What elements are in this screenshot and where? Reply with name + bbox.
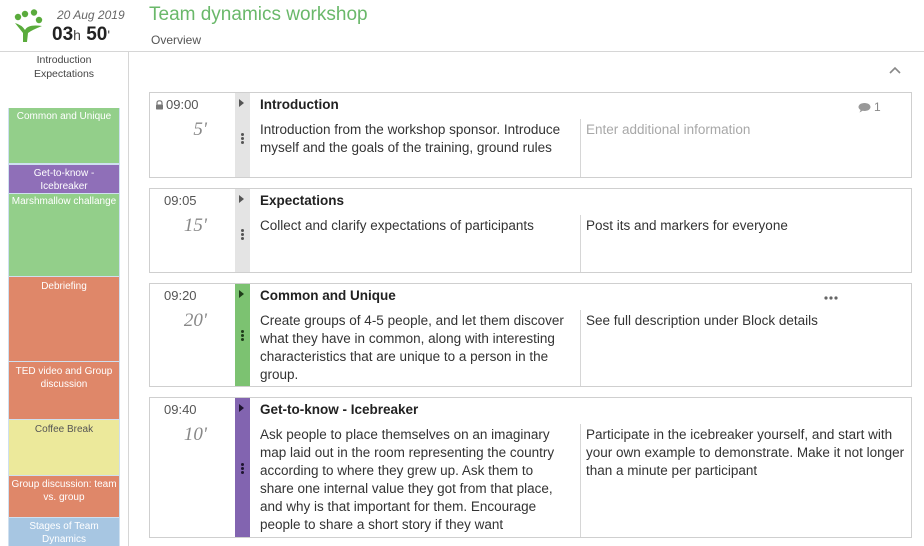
app-logo-icon[interactable] — [12, 9, 44, 43]
comments-button[interactable] — [858, 100, 881, 114]
card-color-bar — [235, 398, 250, 537]
expand-arrow-icon[interactable] — [239, 290, 244, 298]
total-duration — [52, 24, 110, 46]
card-title[interactable]: Expectations — [260, 193, 345, 208]
sidebar-block-group-discussion[interactable] — [9, 476, 119, 517]
card-color-bar — [235, 284, 250, 386]
expand-arrow-icon[interactable] — [239, 195, 244, 203]
agenda-card-icebreaker[interactable] — [149, 397, 912, 538]
agenda-card-introduction[interactable] — [149, 92, 912, 178]
card-color-bar — [235, 189, 250, 272]
expand-arrow-icon[interactable] — [239, 404, 244, 412]
sidebar-block-common-and-unique[interactable] — [9, 108, 119, 163]
workshop-title[interactable]: Team dynamics workshop — [149, 4, 368, 25]
sidebar-block-debriefing[interactable] — [9, 277, 119, 361]
card-duration[interactable]: 5' — [193, 119, 207, 140]
comment-count: 1 — [874, 100, 881, 114]
card-start-time: 09:20 — [164, 288, 197, 303]
agenda-card-common-and-unique[interactable] — [149, 283, 912, 387]
agenda-card-expectations[interactable] — [149, 188, 912, 273]
drag-handle-icon[interactable] — [241, 330, 244, 342]
duration-minutes-unit: ' — [107, 27, 111, 43]
sidebar-block-label: Common and Unique — [16, 111, 112, 122]
column-divider — [580, 424, 581, 537]
more-options-icon[interactable] — [824, 296, 838, 300]
chevron-up-icon[interactable] — [888, 64, 902, 76]
sidebar-block-label: Coffee Break — [34, 424, 94, 435]
card-duration[interactable]: 15' — [183, 215, 207, 236]
card-start-time-value: 09:00 — [166, 97, 199, 112]
expand-arrow-icon[interactable] — [239, 99, 244, 107]
card-color-bar — [235, 93, 250, 177]
additional-info-field[interactable]: Enter additional information — [586, 122, 751, 137]
sidebar-block-marshmallow[interactable] — [9, 194, 119, 276]
card-start-time: 09:05 — [164, 193, 197, 208]
drag-handle-icon[interactable] — [241, 229, 244, 241]
sidebar-block-label: TED video and Group discussion — [15, 366, 113, 390]
duration-hours: 03 — [52, 24, 74, 45]
card-start-time: 09:40 — [164, 402, 197, 417]
tab-overview[interactable]: Overview — [151, 33, 202, 47]
card-title[interactable]: Introduction — [260, 97, 339, 112]
comment-icon — [858, 102, 871, 113]
sidebar-block-label: Group discussion: team vs. group — [11, 479, 117, 503]
drag-handle-icon[interactable] — [241, 463, 244, 475]
card-duration[interactable]: 10' — [183, 424, 207, 445]
duration-minutes: 50 — [86, 24, 108, 45]
sidebar-header-item: Expectations — [33, 68, 95, 80]
sidebar-timeline — [0, 52, 129, 546]
column-divider — [580, 310, 581, 386]
agenda-main — [130, 52, 924, 546]
card-duration[interactable]: 20' — [183, 310, 207, 331]
sidebar-block-label: Get-to-know - Icebreaker — [33, 168, 95, 192]
column-divider — [580, 215, 581, 272]
card-title[interactable]: Get-to-know - Icebreaker — [260, 402, 419, 417]
header — [0, 0, 924, 52]
sidebar-block-coffee-break[interactable] — [9, 420, 119, 475]
sidebar-block-label: Marshmallow challange — [11, 196, 117, 207]
sidebar-block-icebreaker[interactable] — [9, 165, 119, 193]
drag-handle-icon[interactable] — [241, 133, 244, 145]
card-description[interactable]: Introduction from the workshop sponsor. Introduce myself and the goals of the training, ground rules — [260, 122, 561, 155]
column-divider — [580, 119, 581, 177]
additional-info-field[interactable]: Participate in the icebreaker yourself, and start with your own example to demonstrate. Make it not longer than a minute per participant — [586, 427, 905, 478]
card-description[interactable]: Create groups of 4-5 people, and let them discover what they have in common, along with interesting characteristics that are unique to a person in the group. — [260, 313, 564, 382]
sidebar-block-label: Debriefing — [41, 281, 87, 292]
duration-hours-unit: h — [73, 27, 81, 43]
sidebar-header[interactable] — [0, 53, 128, 81]
sidebar-block-ted-video[interactable] — [9, 362, 119, 419]
additional-info-field[interactable]: See full description under Block details — [586, 313, 818, 328]
card-description[interactable]: Collect and clarify expectations of participants — [260, 218, 534, 233]
event-date: 20 Aug 2019 — [57, 8, 125, 22]
lock-icon — [155, 100, 164, 110]
card-start-time — [155, 97, 199, 112]
sidebar-block-label: Stages of Team Dynamics — [29, 521, 99, 545]
sidebar-block-stages-team-dynamics[interactable] — [9, 518, 119, 546]
card-title[interactable]: Common and Unique — [260, 288, 396, 303]
additional-info-field[interactable]: Post its and markers for everyone — [586, 218, 788, 233]
card-description[interactable]: Ask people to place themselves on an imaginary map laid out in the room representing the country according to where they grew up. Ask them to share one internal value they got from that place, and why is that important for them. Encourage people to share a short story if they want — [260, 427, 555, 532]
sidebar-header-item: Introduction — [36, 54, 92, 66]
